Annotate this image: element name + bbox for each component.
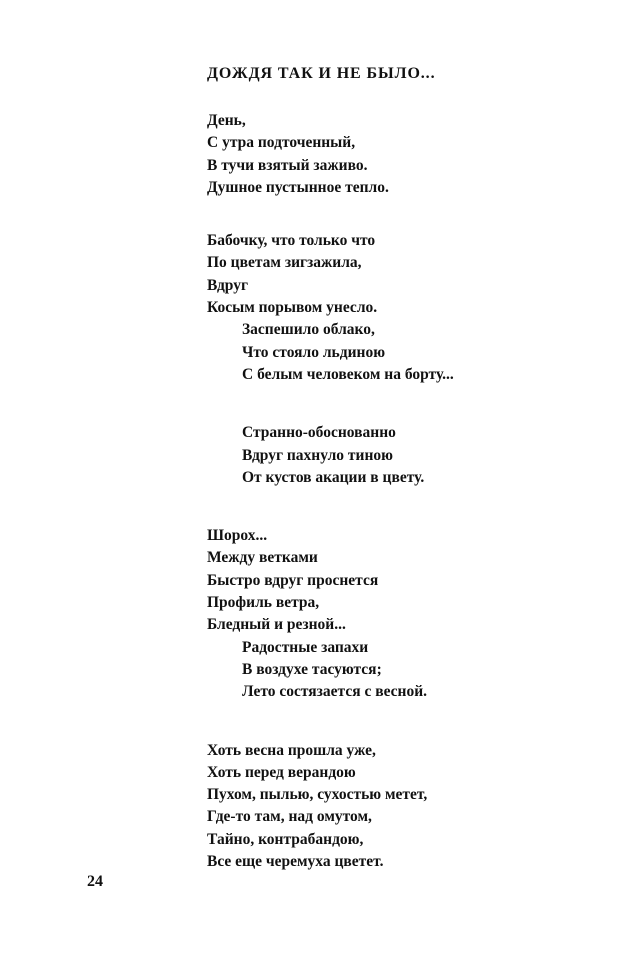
poem-line: Быстро вдруг проснется: [207, 571, 379, 589]
poem-line: Душное пустынное тепло.: [207, 178, 389, 196]
stanza-break: [207, 489, 607, 525]
stanza-break: [207, 199, 607, 230]
poem-line: Хоть перед верандою: [207, 763, 356, 781]
page-number: 24: [87, 873, 103, 890]
poem-line-indented: Вдруг пахнуло тиною: [242, 446, 393, 464]
stanza-3: [207, 422, 607, 489]
poem-line-indented: От кустов акации в цвету.: [242, 468, 425, 486]
poem-line: Хоть весна прошла уже,: [207, 741, 376, 759]
stanza-4: [207, 525, 607, 703]
stanza-break: [207, 704, 607, 740]
poem-line-indented: Заспешило облако,: [242, 321, 375, 339]
poem-line: Между ветками: [207, 549, 318, 567]
poem-line: Тайно, контрабандою,: [207, 830, 364, 848]
poem-line-indented: Странно-обоснованно: [242, 424, 396, 442]
stanza-break: [207, 386, 607, 422]
poem-title: ДОЖДЯ ТАК И НЕ БЫЛО...: [207, 65, 436, 82]
poem-line: Вдруг: [207, 276, 248, 294]
poem-line: День,: [207, 112, 246, 129]
poem-line: Пухом, пылью, сухостью метет,: [207, 786, 428, 804]
stanza-1: [207, 110, 607, 199]
poem-line: Где-то там, над омутом,: [207, 808, 372, 826]
poem-line: Шорох...: [207, 527, 268, 545]
poem-line: Все еще черемуха цветет.: [207, 853, 384, 871]
poem-line-indented: Что стояло льдиною: [242, 343, 386, 361]
stanza-2: [207, 230, 607, 386]
stanza-5: [207, 740, 607, 874]
poem-line: Бабочку, что только что: [207, 232, 376, 250]
poem-line-indented: С белым человеком на борту...: [242, 365, 454, 383]
poem-line: Бледный и резной...: [207, 616, 346, 634]
poem-body: [207, 110, 607, 873]
poem-line: Профиль ветра,: [207, 594, 320, 612]
poem-line: По цветам зигзажила,: [207, 254, 362, 272]
poem-line: Косым порывом унесло.: [207, 299, 378, 317]
poem-line-indented: Лето состязается с весной.: [242, 683, 428, 701]
poem-line: В тучи взятый заживо.: [207, 156, 368, 174]
poem-line: С утра подточенный,: [207, 134, 356, 152]
poem-line-indented: Радостные запахи: [242, 638, 369, 656]
poem-line-indented: В воздухе тасуются;: [242, 660, 382, 678]
